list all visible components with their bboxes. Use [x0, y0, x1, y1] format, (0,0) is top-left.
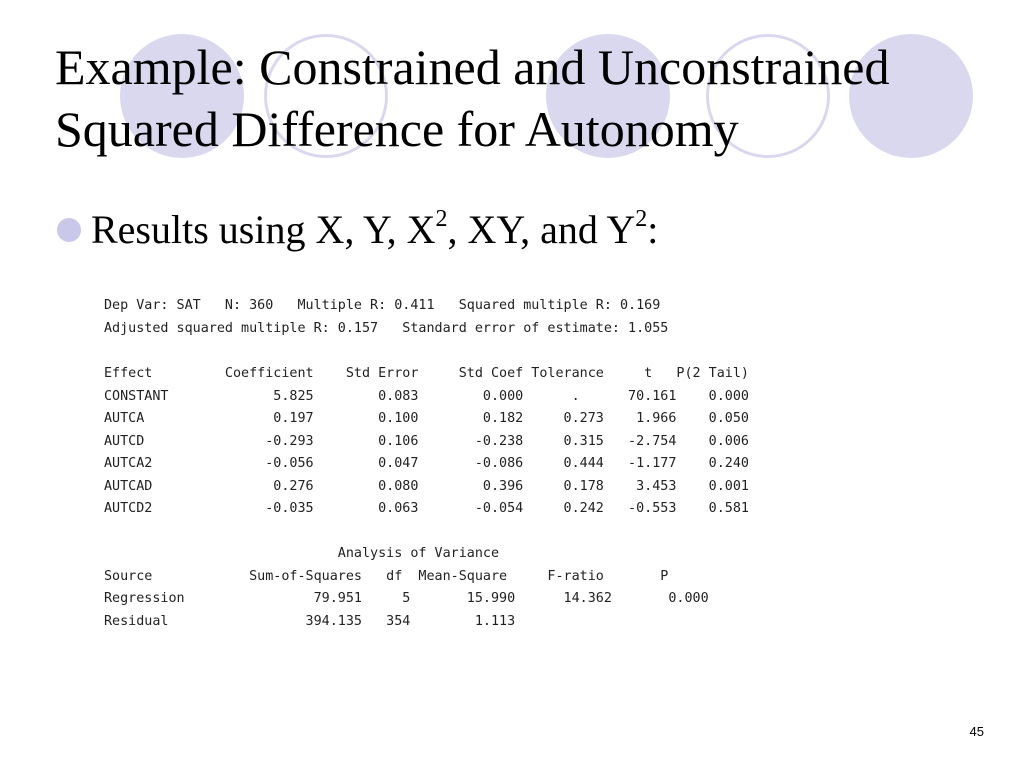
anova-table: Analysis of Variance Source Sum-of-Squares df Mean-Square F-ratio P Regression 79.951 5 15.990 14.362 0.000 Residual 394.135 354 1.113 [104, 546, 709, 629]
page-number: 45 [969, 724, 984, 739]
slide-title-line-1: Example: Constrained and Unconstrained [55, 39, 890, 95]
coefficient-table: Effect Coefficient Std Error Std Coef Tolerance t P(2 Tail) CONSTANT 5.825 0.083 0.000 . 70.161 0.000 AUTCA 0.197 0.100 0.182 0.273 1.966 0.050 AUTCD -0.293 0.106 -0.238 0.315 -2.754 0.006 AUTCA2 -0.056 0.047 -0.086 0.444 -1.177 0.240 AUTCAD 0.276 0.080 0.396 0.178 3.453 0.001 AUTCD2 -0.035 0.063 -0.054 0.242 -0.553 0.581 [104, 366, 749, 516]
bullet-superscript-2: 2 [635, 206, 648, 233]
bullet-text-part-1: Results using X, Y, X [91, 207, 436, 252]
slide-title-line-2: Squared Difference for Autonomy [55, 101, 739, 157]
bullet-text-part-3: : [647, 207, 659, 252]
bullet-text-part-2: , XY, and Y [447, 207, 636, 252]
slide-title [55, 36, 995, 160]
bullet-item [57, 206, 658, 253]
regression-summary: Dep Var: SAT N: 360 Multiple R: 0.411 Squared multiple R: 0.169 Adjusted squared multiple R: 0.157 Standard error of estimate: 1.055 [104, 298, 669, 336]
bullet-superscript-1: 2 [435, 206, 448, 233]
bullet-dot-icon [57, 218, 81, 242]
bullet-text [91, 206, 658, 253]
